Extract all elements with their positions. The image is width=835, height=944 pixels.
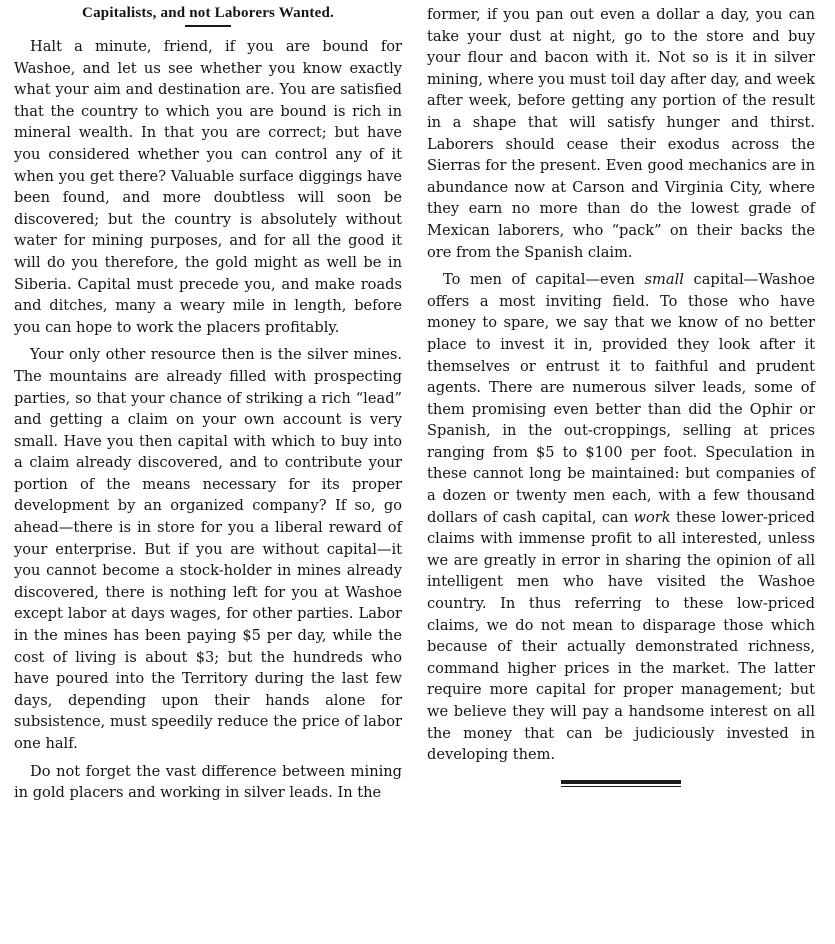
paragraph-2: Your only other resource then is the silver mines. The mountains are already filled with prospecting parties, so that your chance of striking a rich “lead” and getting a claim on your own account is very small. Have you then capital with which to buy into a claim already discovered, and to contribute your portion of the means necessary for its proper development by an organized company? If so, go ahead—there is in store for you a liberal reward of your enterprise. But if you are without capital—it you cannot become a stock-holder in mines already discovered, there is nothing left for you at Washoe except labor at days wages, for other parties. Labor in the mines has been paying $5 per day, while the cost of living is about $3; but the hundreds who have poured into the Territory during the last few days, depending upon their hands alone for subsistence, must speedily reduce the price of labor one half.: [14, 346, 402, 752]
headline-rule: [185, 25, 231, 27]
paragraph-4-part-b: capital—Washoe offers a most inviting field. To those who have money to spare, we say that we know of no better place to invest it in, provided they look after it themselves or entrust it to faithful and prudent agents. There are numerous silver leads, some of them promising even better than did the Ophir or Spanish, in the out-croppings, selling at prices ranging from $5 to $100 per foot. Speculation in these cannot long be maintained: but companies of a dozen or twenty men each, with a few thousand dollars of cash capital, can: [427, 271, 815, 526]
end-rule-thin: [561, 786, 681, 787]
paragraph-1: Halt a minute, friend, if you are bound for Washoe, and let us see whether you know exactly what your aim and destination are. You are satisfied that the country to which you are bound is rich in mineral wealth. In that you are correct; but have you considered whether you can control any of it when you get there? Valuable surface diggings have been found, and more doubtless will soon be discovered; but the country is absolutely without water for mining purposes, and for all the good it will do you therefore, the gold might as well be in Siberia. Capital must precede you, and make roads and ditches, many a weary mile in length, before you can hope to work the placers profitably.: [14, 38, 402, 336]
article-end-rule: [561, 780, 681, 787]
article-headline: Capitalists, and not Laborers Wanted.: [82, 5, 334, 21]
paragraph-3-continued: former, if you pan out even a dollar a day, you can take your dust at night, go to the store and buy your flour and bacon with it. Not so is it in silver mining, where you must toil day after day, and week after week, before getting any portion of the result in a shape that will satisfy hunger and thirst. Laborers should cease their exodus across the Sierras for the present. Even good mechanics are in abundance now at Carson and Virginia City, where they earn no more than do the lowest grade of Mexican laborers, who “pack” on their backs the ore from the Spanish claim.: [427, 6, 815, 261]
paragraph-4-part-a: To men of capital—even: [443, 271, 645, 289]
paragraph-4-part-c: these lower-priced claims with immense profit to all interested, unless we are greatly in error in sharing the opinion of all intelligent men who have visited the Washoe country. In thus referring to these low-priced claims, we do not mean to disparage those which because of their actually demonstrated richness, command higher prices in the market. The latter require more capital for proper management; but we believe they will pay a handsome interest on all the money that can be judiciously invested in developing them.: [427, 508, 815, 764]
emphasis-small: small: [644, 271, 684, 289]
end-rule-thick: [561, 780, 681, 784]
right-column: [427, 4, 815, 787]
emphasis-work: work: [633, 508, 671, 526]
paragraph-3: Do not forget the vast difference between mining in gold placers and working in silver leads. In the: [14, 762, 402, 802]
left-column: [14, 4, 402, 810]
column-divider: [414, 0, 415, 944]
paragraph-4: [427, 269, 815, 766]
